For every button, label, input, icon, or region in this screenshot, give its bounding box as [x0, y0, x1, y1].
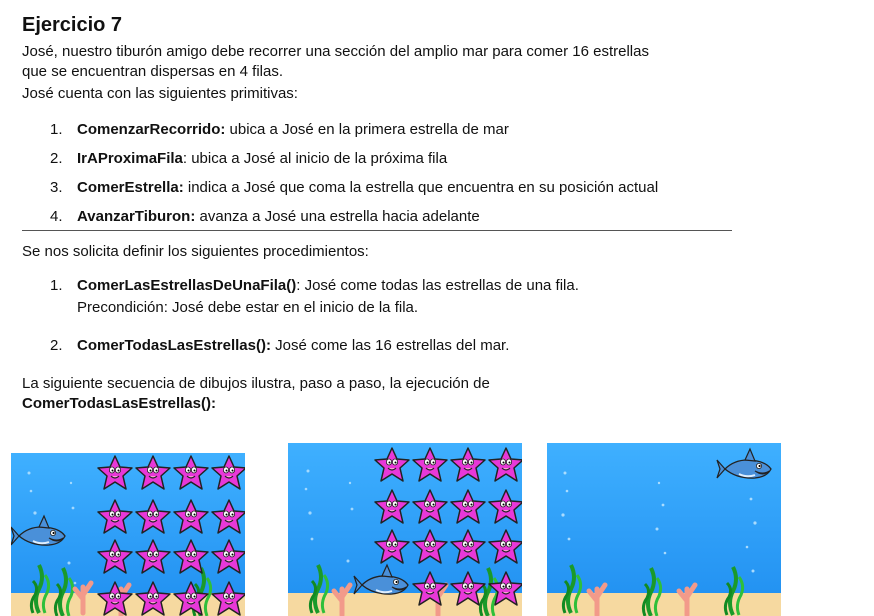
- procedure-desc: : José come todas las estrellas de una fila.: [296, 277, 579, 294]
- primitive-item: [50, 149, 447, 169]
- scene-panel-2: [288, 443, 522, 616]
- primitive-name: ComenzarRecorrido:: [77, 121, 226, 138]
- procedure-item: [50, 276, 579, 296]
- divider: [22, 230, 732, 231]
- sea-scene: [547, 443, 781, 616]
- primitive-item: [50, 178, 658, 198]
- request-text: Se nos solicita definir los siguientes procedimientos:: [22, 243, 369, 260]
- list-number: 2.: [50, 150, 63, 167]
- intro-line-1: José, nuestro tiburón amigo debe recorrer una sección del amplio mar para comer 16 estrellas: [22, 43, 649, 60]
- list-number: 4.: [50, 208, 63, 225]
- sea-scene: [11, 453, 245, 616]
- procedure-desc: José come las 16 estrellas del mar.: [270, 337, 510, 354]
- primitive-name: ComerEstrella:: [77, 179, 184, 196]
- list-number: 1.: [50, 277, 63, 294]
- sequence-procedure: ComerTodasLasEstrellas():: [22, 395, 216, 412]
- sea-scene: [288, 443, 522, 616]
- precondition-text: Precondición: José debe estar en el inicio de la fila.: [77, 299, 419, 316]
- primitive-item: [50, 207, 480, 227]
- list-number: 1.: [50, 121, 63, 138]
- sequence-text: [22, 374, 490, 414]
- primitive-name: IrAProximaFila: [77, 150, 183, 167]
- primitive-name: AvanzarTiburon:: [77, 208, 196, 225]
- primitive-desc: avanza a José una estrella hacia adelante: [195, 208, 480, 225]
- procedure-name: ComerTodasLasEstrellas():: [77, 337, 271, 354]
- primitive-item: [50, 120, 509, 140]
- primitive-desc: indica a José que coma la estrella que encuentra en su posición actual: [183, 179, 659, 196]
- sequence-sentence: La siguiente secuencia de dibujos ilustra, paso a paso, la ejecución de: [22, 375, 490, 392]
- primitive-desc: ubica a José en la primera estrella de mar: [225, 121, 509, 138]
- primitive-desc: : ubica a José al inicio de la próxima fila: [182, 150, 448, 167]
- intro-line-2: que se encuentran dispersas en 4 filas.: [22, 63, 283, 80]
- intro-line-3: José cuenta con las siguientes primitivas:: [22, 85, 298, 102]
- procedure-item: [50, 336, 509, 356]
- procedure-name: ComerLasEstrellasDeUnaFila(): [77, 277, 297, 294]
- page-title: Ejercicio 7: [22, 14, 123, 36]
- scene-panel-3: [547, 443, 781, 616]
- list-number: 3.: [50, 179, 63, 196]
- list-number: 2.: [50, 337, 63, 354]
- scene-panel-1: [11, 453, 245, 616]
